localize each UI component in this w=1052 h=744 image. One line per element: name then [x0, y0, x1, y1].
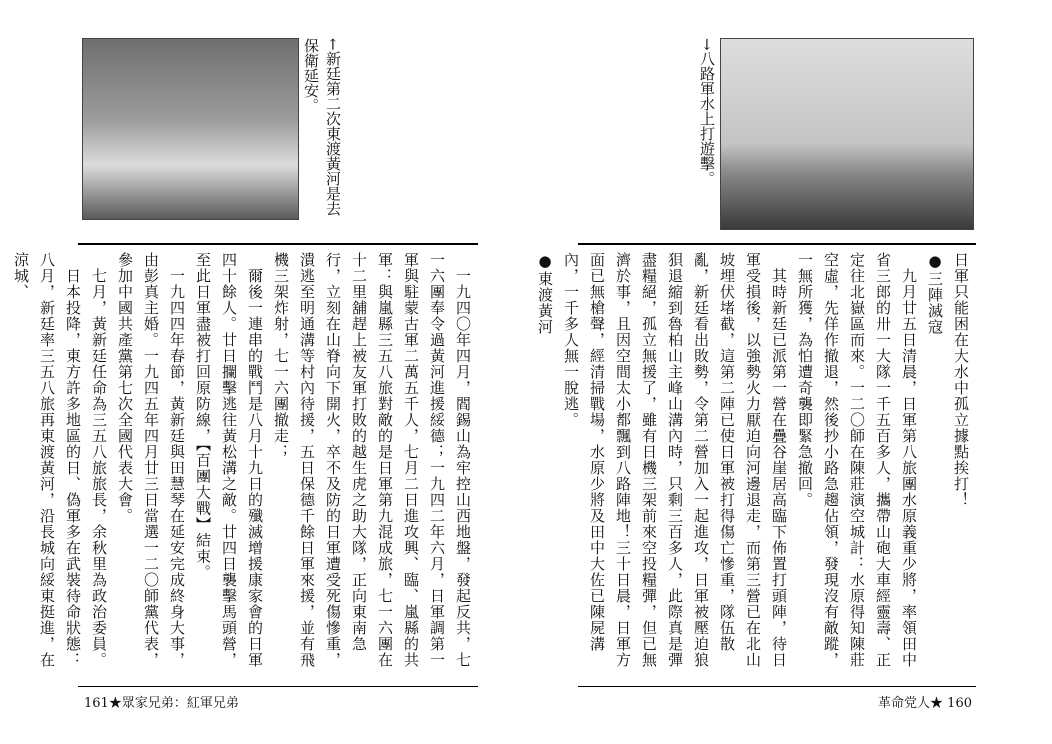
- left-page-footer: 161★眾家兄弟：紅軍兄弟: [84, 696, 239, 711]
- left-paragraph-1: 一九四〇年四月，閻錫山為牢控山西地盤，發起反共，七一六團奉令過黃河進援綏德；一九四二年六月，日軍調第一軍與駐蒙古軍二萬五千人，七月二日進攻興、臨、嵐縣的共軍：與嵐縣三五八旅對敵的是日軍第九混成旅，七一六團在十二里舖趕上被友軍打敗的越生虎之助大隊，正向東南急行，立刻在山脊向下開火，卒不及防的日軍遭受死傷慘重，潰逃至明通溝等村內待援，五日保德千餘日軍來援，並有飛機三架炸射，七一六團撤走；: [272, 252, 472, 668]
- guerrilla-boats-photo: [720, 38, 974, 230]
- right-paragraph-1: 九月廿五日清晨，日軍第八旅團水原義重少將，率領田中省三郎的卅一大隊一千五百多人，攜帶山砲大車經靈壽、正定往北嶽區而來。一二〇師在陳莊演空城計：水原得知陳莊空虛，先佯作撤退，然後抄小路急趨佔領，發現沒有敵蹤，一無所獲，為怕遭奇襲即緊急撤回。: [796, 252, 918, 668]
- right-photo-caption: →八路軍水上打遊擊。: [698, 38, 716, 186]
- left-paragraph-3: 一九四四年春節，黃新廷與田慧琴在延安完成終身大事，由彭真主婚。一九四五年四月廿三日當選一二〇師黨代表，參加中國共產黨第七次全國代表大會。: [116, 252, 186, 668]
- left-paragraph-2: 爾後一連串的戰鬥是八月十九日的殲滅增援康家會的日軍四十餘人。廿日攔擊逃往黃松溝之敵。廿四日襲擊馬頭營，至此日軍盡被打回原防線，【百團大戰】結束。: [194, 252, 264, 668]
- yellow-river-crossing-photo: [82, 38, 299, 220]
- left-bottom-rule: [78, 686, 478, 687]
- section-heading-san-zhen-mie-kou: ●三陣滅寇: [926, 252, 944, 335]
- left-paragraph-4: 七月，黃新廷任命為三五八旅旅長，余秋里為政治委員。: [90, 252, 108, 668]
- right-page-text: [536, 252, 974, 682]
- right-bottom-rule: [578, 686, 976, 687]
- right-top-rule: [578, 243, 976, 245]
- section-heading-dong-du-huang-he: ●東渡黃河: [536, 252, 554, 335]
- right-heading: 日軍只能困在大水中孤立據點挨打！: [952, 252, 970, 508]
- left-paragraph-5: 日本投降，東方許多地區的日、偽軍多在武裝待命狀態：八月，新廷率三五八旅再東渡黃河，沿長城向綏東挺進，在涼城、: [12, 252, 82, 668]
- right-page-footer: 革命党人★ 160: [878, 696, 972, 711]
- left-photo-caption: ←新廷第二次東渡黃河是去保衛延安。: [302, 38, 342, 216]
- left-top-rule: [78, 243, 478, 245]
- left-page-text: [12, 252, 476, 682]
- right-paragraph-2: 其時新廷已派第一營在疊谷崖居高臨下佈置打頭陣，待日軍受損後，以強勢火力厭迫向河邊退走，而第三營已在北山坡埋伏堵截，這第二陣已使日軍被打得傷亡慘重，隊伍散亂，新廷看出敗勢，令第二營加入一起進攻，日軍被壓迫狼狽退縮到魯柏山主峰山溝內時，只剩三百多人，此際真是彈盡糧絕，孤立無援了，雖有日機三架前來空投糧彈，但已無濟於事，且因空間太小都飄到八路陣地！三十日晨，日軍方面已無槍聲，經清掃戰場，水原少將及田中大佐已陳屍溝內，一千多人無一脫逃。: [562, 252, 788, 668]
